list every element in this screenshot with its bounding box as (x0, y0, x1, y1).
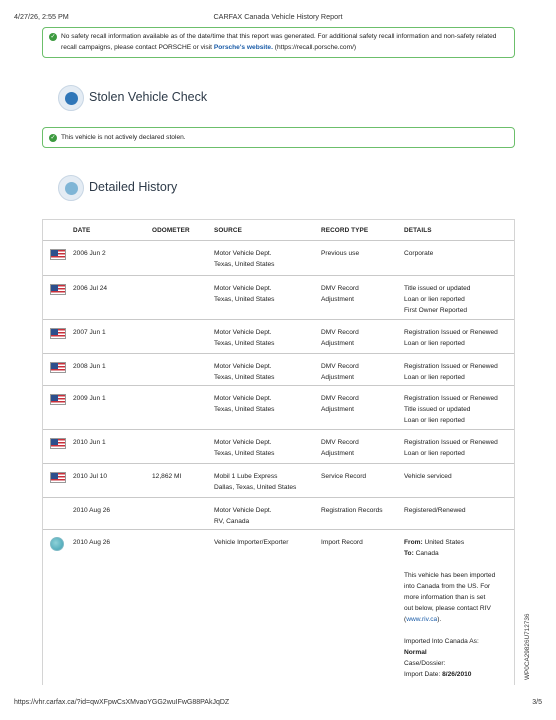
riv-link[interactable]: www.riv.ca (406, 616, 438, 623)
row-date: 2010 Jul 10 (73, 473, 108, 480)
row-details: Vehicle serviced (404, 473, 452, 480)
row-odometer: 12,862 MI (152, 473, 182, 480)
row-details: Corporate (404, 250, 434, 257)
globe-icon (50, 537, 64, 551)
row-record-type: DMV Record Adjustment (321, 395, 359, 413)
row-source: Mobil 1 Lube Express Dallas, Texas, United States (214, 473, 297, 491)
row-source: Motor Vehicle Dept. RV, Canada (214, 507, 272, 525)
row-source: Motor Vehicle Dept. Texas, United States (214, 439, 275, 457)
history-table-header (43, 220, 514, 240)
import-date: 2010 Aug 26 (73, 539, 111, 546)
row-date: 2009 Jun 1 (73, 395, 106, 402)
import-record-type: Import Record (321, 539, 363, 546)
row-details: Title issued or updated Loan or lien reported First Owner Reported (404, 285, 471, 314)
table-row (43, 463, 514, 497)
table-row (43, 429, 514, 463)
print-header (14, 12, 542, 22)
check-circle-icon: ✓ (50, 135, 56, 141)
row-source: Motor Vehicle Dept. Texas, United States (214, 363, 275, 381)
row-record-type: DMV Record Adjustment (321, 439, 359, 457)
row-details: Registration Issued or Renewed Loan or lien reported (404, 363, 498, 381)
stolen-alert (42, 127, 515, 148)
col-date: DATE (73, 227, 91, 234)
row-source: Motor Vehicle Dept. Texas, United States (214, 285, 275, 303)
us-flag-icon (50, 394, 66, 405)
row-date: 2008 Jun 1 (73, 363, 106, 370)
row-source: Motor Vehicle Dept. Texas, United States (214, 250, 275, 268)
print-footer (14, 699, 542, 709)
col-record-type: RECORD TYPE (321, 227, 369, 234)
table-row (43, 275, 514, 319)
row-date: 2007 Jun 1 (73, 329, 106, 336)
recall-alert (42, 27, 515, 58)
print-title: CARFAX Canada Vehicle History Report (213, 12, 343, 21)
stolen-vehicle-title: Stolen Vehicle Check (89, 90, 208, 104)
us-flag-icon (50, 284, 66, 295)
row-record-type: DMV Record Adjustment (321, 363, 359, 381)
row-date: 2006 Jun 2 (73, 250, 106, 257)
porsche-website-link[interactable]: Porsche's website. (213, 44, 273, 51)
check-circle-icon: ✓ (50, 34, 56, 40)
import-details: From: United States To: Canada This vehicle has been imported into Canada from the US. For more information than is set out below, please contact RIV (www.riv.ca). Imported Into Canada As: Normal Case/Dossier: Import Date: 8/26/2010 (404, 539, 496, 678)
import-source: Vehicle Importer/Exporter (214, 539, 289, 546)
us-flag-icon (50, 438, 66, 449)
us-flag-icon (50, 472, 66, 483)
print-date: 4/27/26, 2:55 PM (14, 12, 69, 21)
table-row (43, 385, 514, 429)
us-flag-icon (50, 249, 66, 260)
row-date: 2006 Jul 24 (73, 285, 108, 292)
table-row (43, 240, 514, 275)
police-light-icon (58, 85, 84, 111)
row-record-type: DMV Record Adjustment (321, 285, 359, 303)
table-row (43, 353, 514, 385)
table-row (43, 497, 514, 529)
history-dial-icon (58, 175, 84, 201)
col-odometer: ODOMETER (152, 227, 190, 234)
page-number: 3/5 (532, 699, 542, 706)
row-record-type: Service Record (321, 473, 367, 480)
col-source: SOURCE (214, 227, 242, 234)
row-record-type: Previous use (321, 250, 360, 257)
us-flag-icon (50, 362, 66, 373)
stolen-vehicle-section-header (58, 85, 278, 113)
history-table (42, 219, 515, 685)
detailed-history-section-header (58, 175, 278, 203)
row-record-type: Registration Records (321, 507, 383, 514)
row-details: Registration Issued or Renewed Loan or lien reported (404, 329, 498, 347)
us-flag-icon (50, 328, 66, 339)
row-details: Registration Issued or Renewed Title issued or updated Loan or lien reported (404, 395, 498, 424)
footer-url: https://vhr.carfax.ca/?id=qwXFpwCsXMvaoYGG2wuIFwG88PAkJqDZ (14, 699, 230, 706)
row-source: Motor Vehicle Dept. Texas, United States (214, 329, 275, 347)
table-row-import (43, 529, 514, 685)
row-date: 2010 Jun 1 (73, 439, 106, 446)
table-row (43, 319, 514, 353)
row-source: Motor Vehicle Dept. Texas, United States (214, 395, 275, 413)
row-details: Registration Issued or Renewed Loan or lien reported (404, 439, 498, 457)
vin-side-label: WP0CA29826U712736 (524, 613, 531, 680)
row-date: 2010 Aug 26 (73, 507, 111, 514)
row-details: Registered/Renewed (404, 507, 466, 514)
row-record-type: DMV Record Adjustment (321, 329, 359, 347)
detailed-history-title: Detailed History (89, 180, 178, 194)
stolen-alert-text: This vehicle is not actively declared stolen. (61, 134, 186, 141)
recall-alert-text: No safety recall information available as of the date/time that this report was generated. For additional safety recall information and non-safety related recall campaigns, please contact PORSCHE or visit Porsche's website. (https://recall.porsche.com/) (61, 33, 497, 51)
col-details: DETAILS (404, 227, 432, 234)
